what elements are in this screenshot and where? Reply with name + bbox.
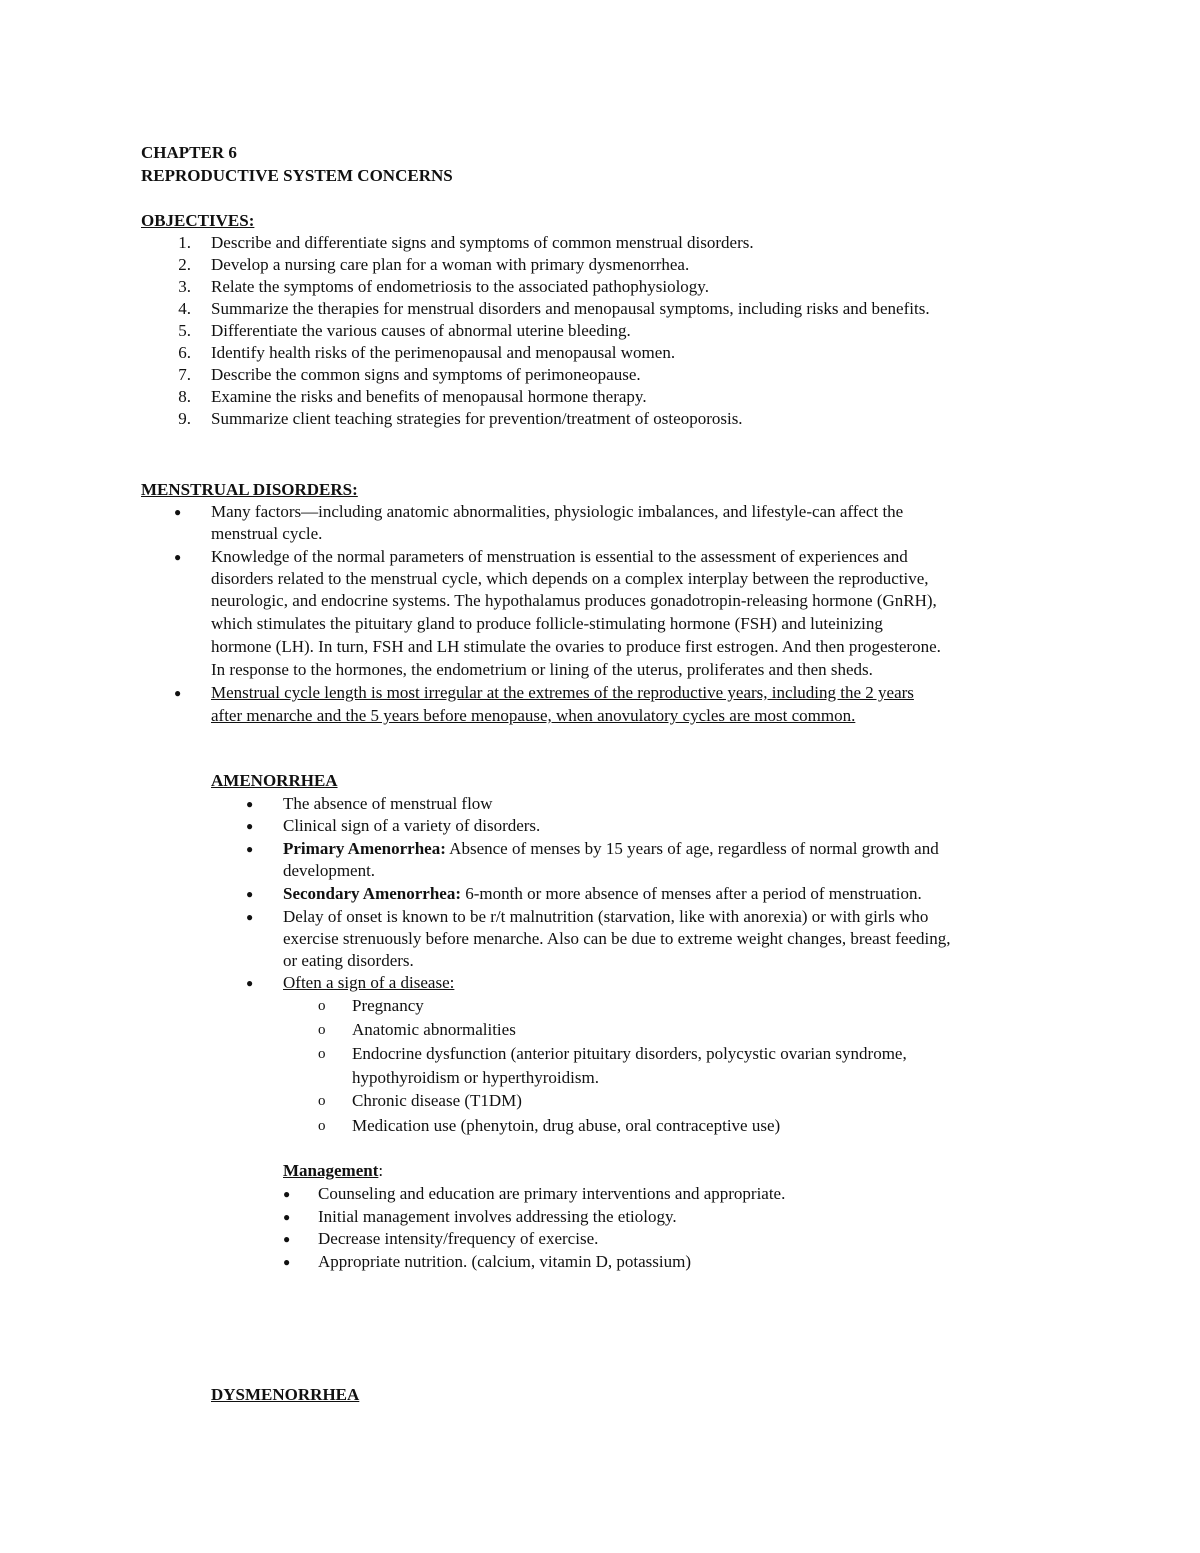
list-item: Decrease intensity/frequency of exercise. <box>318 1229 599 1248</box>
list-number: 4. <box>178 299 191 318</box>
list-item: or eating disorders. <box>283 951 414 970</box>
list-item: Many factors—including anatomic abnormalities, physiologic imbalances, and lifestyle-can affect the <box>211 502 904 521</box>
list-item: Initial management involves addressing the etiology. <box>318 1207 677 1226</box>
list-item: Identify health risks of the perimenopausal and menopausal women. <box>211 343 676 362</box>
list-item: Summarize client teaching strategies for prevention/treatment of osteoporosis. <box>211 409 743 428</box>
list-item: neurologic, and endocrine systems. The hypothalamus produces gonadotropin-releasing hormone (GnRH), <box>211 591 937 610</box>
management-label: Management <box>283 1161 379 1180</box>
sub-bullet-icon: o <box>318 998 326 1014</box>
list-item: Appropriate nutrition. (calcium, vitamin D, potassium) <box>318 1252 691 1271</box>
bullet-icon: ● <box>246 887 254 901</box>
list-item: Summarize the therapies for menstrual disorders and menopausal symptoms, including risks and benefits. <box>211 299 930 318</box>
sub-bullet-icon: o <box>318 1046 326 1062</box>
sub-list-item: Endocrine dysfunction (anterior pituitary disorders, polycystic ovarian syndrome, <box>352 1044 907 1063</box>
bullet-icon: ● <box>246 842 254 856</box>
management-colon: : <box>378 1161 384 1180</box>
list-item: Counseling and education are primary interventions and appropriate. <box>318 1184 786 1203</box>
list-item: Knowledge of the normal parameters of menstruation is essential to the assessment of experiences and <box>211 547 908 566</box>
list-item: development. <box>283 861 376 880</box>
bullet-icon: ● <box>283 1232 291 1246</box>
bullet-icon: ● <box>246 910 254 924</box>
bullet-icon: ● <box>283 1255 291 1269</box>
list-item: Delay of onset is known to be r/t malnutrition (starvation, like with anorexia) or with girls who <box>283 907 929 926</box>
list-item: In response to the hormones, the endometrium or lining of the uterus, proliferates and then sheds. <box>211 660 873 679</box>
list-item: The absence of menstrual flow <box>283 794 493 813</box>
list-item: exercise strenuously before menarche. Also can be due to extreme weight changes, breast feeding, <box>283 929 951 948</box>
list-item: Describe and differentiate signs and symptoms of common menstrual disorders. <box>211 233 754 252</box>
primary-amenorrhea-text: Absence of menses by 15 years of age, regardless of normal growth and <box>445 839 939 858</box>
list-item: Often a sign of a disease: <box>283 973 455 992</box>
list-number: 5. <box>178 321 191 340</box>
management-heading <box>283 1160 383 1182</box>
sub-list-item: Pregnancy <box>352 996 424 1015</box>
list-item: menstrual cycle. <box>211 524 323 543</box>
bullet-icon: ● <box>174 686 182 700</box>
list-number: 2. <box>178 255 191 274</box>
secondary-amenorrhea-label: Secondary Amenorrhea: <box>283 884 462 903</box>
list-number: 3. <box>178 277 191 296</box>
list-item <box>283 883 922 905</box>
sub-list-item: Anatomic abnormalities <box>352 1020 516 1039</box>
list-item: after menarche and the 5 years before menopause, when anovulatory cycles are most common. <box>211 706 856 725</box>
sub-bullet-icon: o <box>318 1022 326 1038</box>
chapter-title: REPRODUCTIVE SYSTEM CONCERNS <box>141 166 453 185</box>
menstrual-disorders-heading: MENSTRUAL DISORDERS: <box>141 480 358 499</box>
objectives-heading: OBJECTIVES: <box>141 211 255 230</box>
sub-bullet-icon: o <box>318 1093 326 1109</box>
sub-list-item: hypothyroidism or hyperthyroidism. <box>352 1068 599 1087</box>
list-item: Clinical sign of a variety of disorders. <box>283 816 541 835</box>
list-item: Develop a nursing care plan for a woman with primary dysmenorrhea. <box>211 255 690 274</box>
list-item: disorders related to the menstrual cycle, which depends on a complex interplay between the reproductive, <box>211 569 929 588</box>
amenorrhea-heading: AMENORRHEA <box>211 771 338 790</box>
sub-list-item: Medication use (phenytoin, drug abuse, oral contraceptive use) <box>352 1116 781 1135</box>
bullet-icon: ● <box>246 976 254 990</box>
sub-list-item: Chronic disease (T1DM) <box>352 1091 522 1110</box>
bullet-icon: ● <box>246 797 254 811</box>
list-number: 1. <box>178 233 191 252</box>
sub-bullet-icon: o <box>318 1118 326 1134</box>
list-number: 9. <box>178 409 191 428</box>
list-item: Relate the symptoms of endometriosis to the associated pathophysiology. <box>211 277 709 296</box>
chapter-number: CHAPTER 6 <box>141 143 237 162</box>
list-item: Examine the risks and benefits of menopausal hormone therapy. <box>211 387 647 406</box>
bullet-icon: ● <box>246 819 254 833</box>
list-item: Differentiate the various causes of abnormal uterine bleeding. <box>211 321 631 340</box>
secondary-amenorrhea-text: 6-month or more absence of menses after a period of menstruation. <box>461 884 922 903</box>
list-item <box>283 838 939 860</box>
list-number: 6. <box>178 343 191 362</box>
bullet-icon: ● <box>283 1187 291 1201</box>
dysmenorrhea-heading: DYSMENORRHEA <box>211 1385 360 1404</box>
bullet-icon: ● <box>174 550 182 564</box>
bullet-icon: ● <box>174 505 182 519</box>
list-number: 7. <box>178 365 191 384</box>
list-number: 8. <box>178 387 191 406</box>
list-item: hormone (LH). In turn, FSH and LH stimulate the ovaries to produce first estrogen. And then progesterone. <box>211 637 941 656</box>
list-item: Describe the common signs and symptoms of perimoneopause. <box>211 365 641 384</box>
primary-amenorrhea-label: Primary Amenorrhea: <box>283 839 446 858</box>
list-item: which stimulates the pituitary gland to produce follicle-stimulating hormone (FSH) and luteinizing <box>211 614 883 633</box>
bullet-icon: ● <box>283 1210 291 1224</box>
list-item: Menstrual cycle length is most irregular at the extremes of the reproductive years, including the 2 years <box>211 683 914 702</box>
